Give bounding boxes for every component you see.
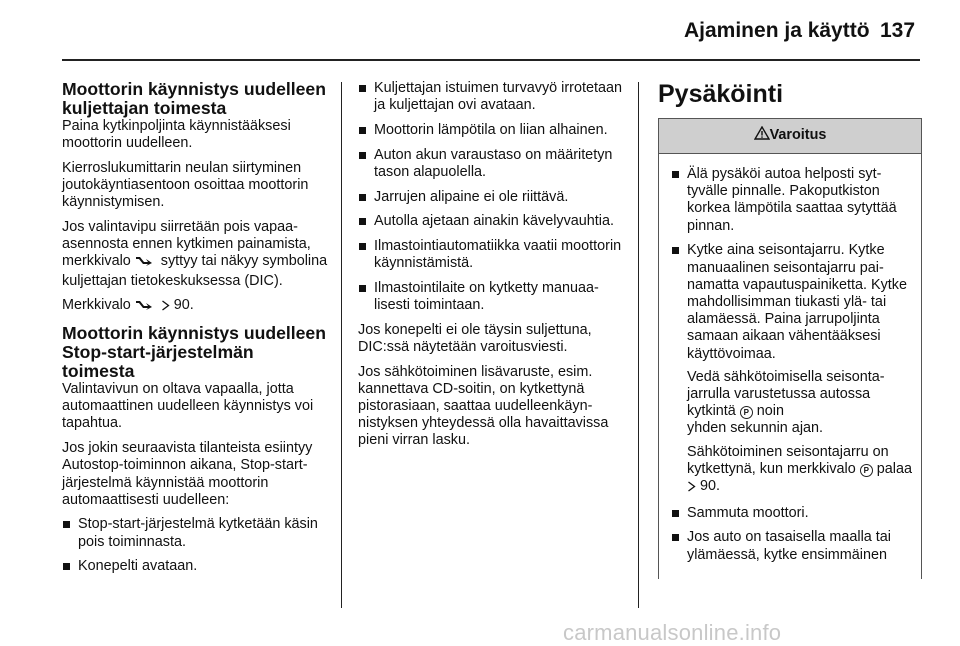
text: Sähkötoiminen seisontajarru on kytkettynä, kun merkkivalo [687, 443, 889, 477]
title-line: Stop-start-järjestelmän [62, 342, 254, 363]
text: syttyy tai näkyy symbolina kuljettajan tietokeskuksessa (DIC). [62, 253, 328, 289]
paragraph: Paina kytkinpoljinta käynnistääksesi moottorin uudelleen. [62, 118, 291, 152]
autostop-arrow-icon [135, 255, 157, 272]
title-line: Moottorin käynnistys uudelleen [62, 323, 326, 344]
text: Vedä sähkötoimisella seisontajarrulla varustetussa autossa kytkintä [687, 368, 885, 420]
bullet-list [671, 166, 913, 564]
list-item: Ilmastointilaite on kytketty manuaalisesti toimintaan. [358, 280, 624, 314]
list-item: Jarrujen alipaine ei ole riittävä. [358, 189, 624, 206]
column-left [62, 80, 332, 583]
page-reference: 90. [700, 477, 721, 494]
list-item: Stop-start-järjestelmä kytketään käsin pois toiminnasta. [62, 516, 332, 550]
paragraph: Jos sähkötoiminen lisävaruste, esim. kannettava CD-soitin, on kytkettynä pistorasiaan, saattaa uudelleenkäynnistyksen yhteydessä olla havaittavissa pieni virran lasku. [358, 363, 609, 449]
text: palaa [876, 460, 912, 477]
list-item: Ilmastointiautomatiikka vaatii moottorin käynnistämistä. [358, 238, 624, 272]
list-item: Sammuta moottori. [671, 505, 913, 522]
page-reference-icon [687, 480, 696, 497]
warning-label: Varoitus [769, 127, 827, 144]
list-item [671, 242, 913, 497]
list-item: Konepelti avataan. [62, 558, 332, 575]
paragraph: Kytke aina seisontajarru. Kytke manuaalinen seisontajarru painamatta vapautuspainiketta. Kytke mahdollisimman tiukasti ylä- tai alamäessä. Paina jarrupoljinta samaan aikaan vähentääksesi käyttövoimaa. [687, 242, 907, 362]
page-number: 137 [880, 19, 916, 42]
warning-header [659, 119, 921, 154]
list-item: Kuljettajan istuimen turvavyö irrotetaan ja kuljettajan ovi avataan. [358, 80, 624, 114]
title-line: toimesta [62, 361, 135, 382]
paragraph [62, 219, 332, 290]
section-title-restart-driver [62, 80, 332, 118]
title-line: Moottorin käynnistys uudelleen [62, 79, 326, 99]
text: Merkkivalo [62, 297, 131, 314]
watermark: carmanualsonline.info [563, 620, 782, 645]
bullet-list [62, 516, 332, 575]
warning-box [658, 118, 922, 579]
section-title-restart-system [62, 324, 332, 381]
column-middle [358, 80, 624, 457]
paragraph [687, 444, 913, 498]
bullet-list [358, 80, 624, 314]
warning-triangle-icon [754, 126, 770, 145]
parking-brake-icon: P [740, 406, 753, 419]
warning-body [659, 154, 921, 579]
page-reference: 90. [173, 297, 194, 314]
list-item: Auton akun varaustaso on määritetyn tason alapuolella. [358, 147, 624, 181]
parking-brake-icon: P [860, 464, 873, 477]
autostop-arrow-icon [135, 299, 157, 316]
section-title-parking: Pysäköinti [658, 80, 784, 108]
list-item: Autolla ajetaan ainakin kävelyvauhtia. [358, 213, 624, 230]
paragraph: Valintavivun on oltava vapaalla, jotta automaattinen uudelleen käynnistys voi tapahtua. [62, 381, 314, 432]
column-right [658, 80, 922, 579]
paragraph: Jos jokin seuraavista tilanteista esiintyy Autostop-toiminnon aikana, Stop-start-järjestelmä käynnistää moottorin automaattisesti uudelleen: [62, 440, 313, 508]
paragraph [687, 369, 913, 438]
list-item: Jos auto on tasaisella maalla tai ylämäessä, kytke ensimmäinen [671, 529, 913, 563]
column-divider [341, 82, 342, 608]
paragraph: Jos konepelti ei ole täysin suljettuna, DIC:ssä näytetään varoitusviesti. [358, 321, 592, 355]
header-rule [62, 59, 920, 61]
page-header [0, 0, 960, 60]
text: Jos valintavipu siirretään pois vapaa-asennosta ennen kytkimen painamista, merkkivalo [62, 219, 311, 270]
list-item: Älä pysäköi autoa helposti syttyvälle pinnalle. Pakoputkiston korkea lämpötila saattaa sytyttää pinnan. [671, 166, 913, 235]
paragraph: Kierroslukumittarin neulan siirtyminen joutokäyntiasentoon osoittaa moottorin käynnistymisen. [62, 159, 309, 211]
text: noin [756, 403, 785, 420]
text: yhden sekunnin ajan. [687, 420, 824, 437]
title-line: kuljettajan toimesta [62, 98, 227, 118]
paragraph [62, 297, 332, 316]
page-reference-icon [161, 299, 170, 316]
column-divider [638, 82, 639, 608]
list-item: Moottorin lämpötila on liian alhainen. [358, 122, 624, 139]
header-title: Ajaminen ja käyttö [684, 19, 870, 42]
